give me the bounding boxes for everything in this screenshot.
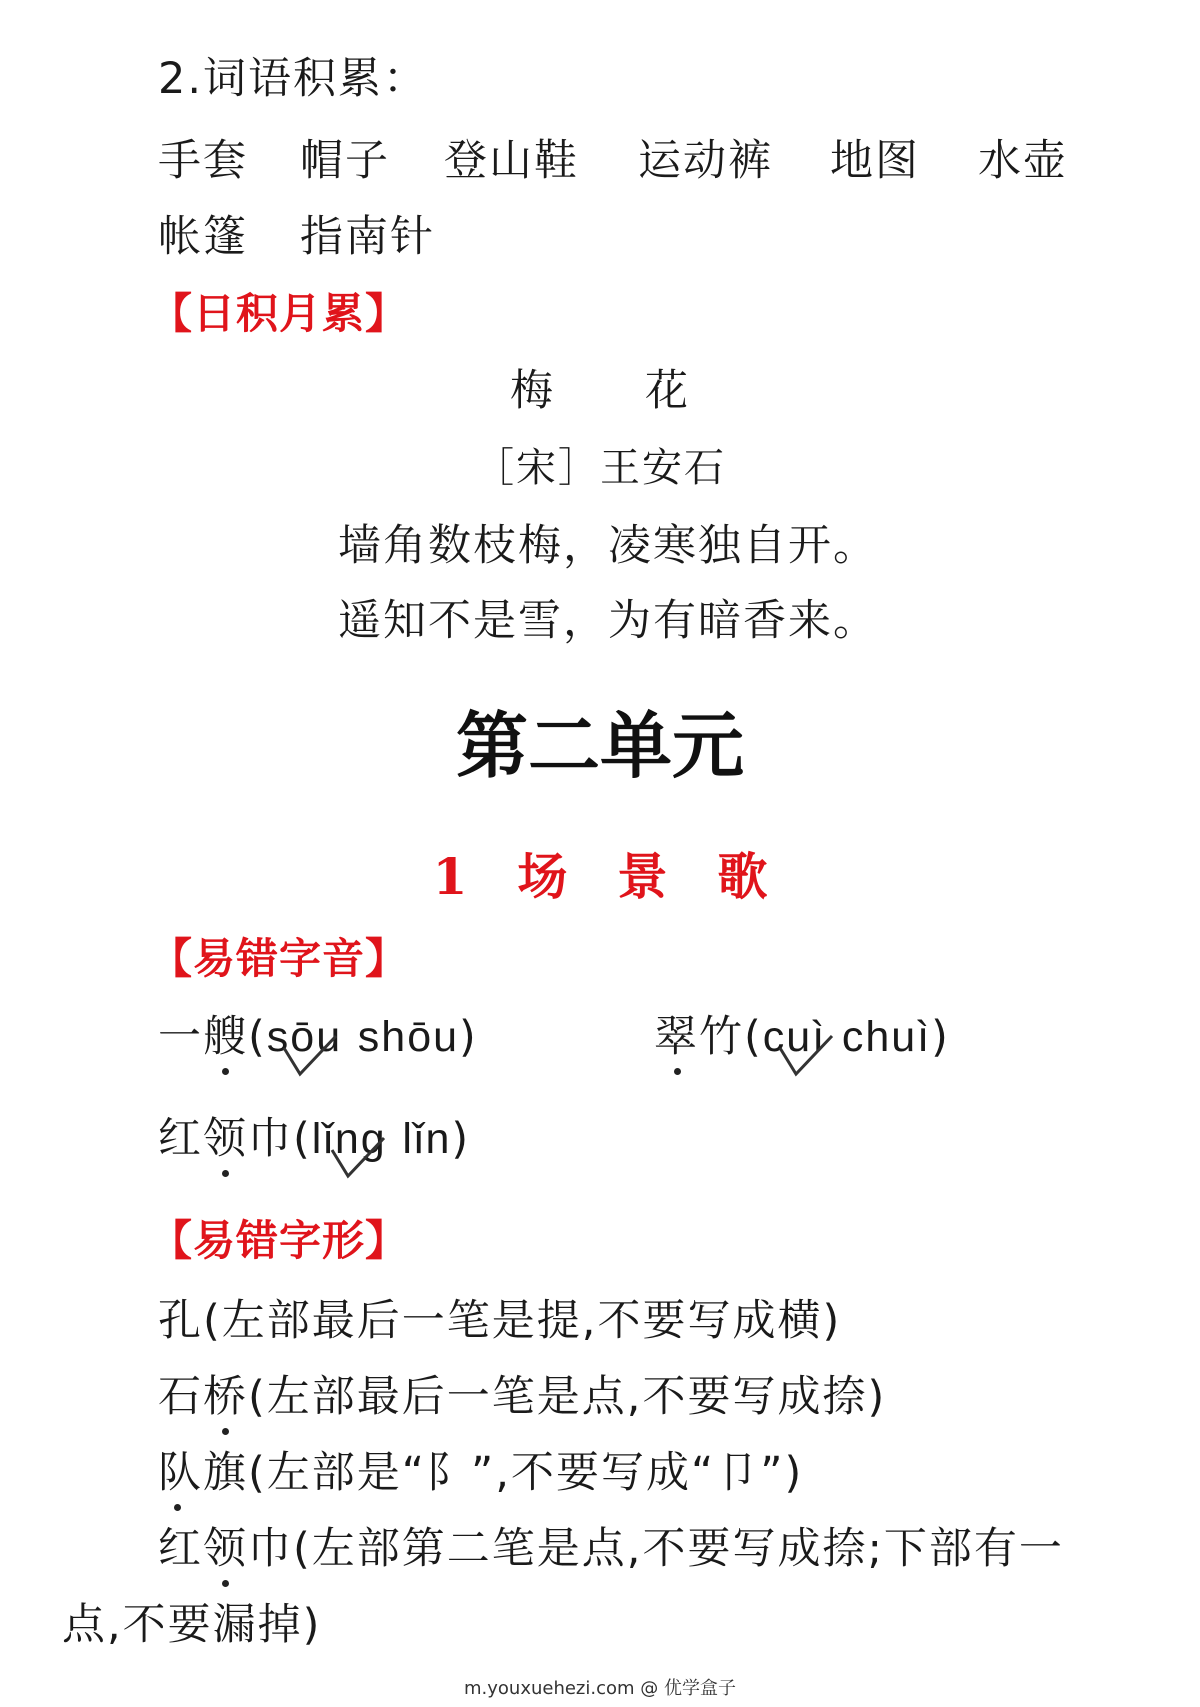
poem-title: 梅 花: [510, 366, 690, 416]
pronunciation-word: 红领巾: [158, 1114, 293, 1164]
form-line: 石桥(左部最后一笔是点,不要写成捺): [158, 1372, 887, 1422]
form-line: 红领巾(左部第二笔是点,不要写成捺;下部有一: [158, 1524, 1064, 1574]
lesson-number: 1: [432, 847, 468, 906]
poem-author: ［宋］王安石: [474, 445, 726, 491]
footer-watermark: m.youxuehezi.com @ 优学盒子: [463, 1678, 736, 1699]
pronunciation-item: 红领巾(lǐng lǐn): [158, 1114, 471, 1164]
vocab-word: 运动裤: [638, 136, 773, 186]
pronunciation-word: 一艘: [158, 1012, 248, 1062]
emphasis-dot: [222, 1428, 229, 1435]
checkmark-icon: [328, 1134, 388, 1182]
poem-line: 遥知不是雪，为有暗香来。: [338, 596, 878, 646]
vocab-word: 帐篷: [158, 212, 248, 262]
vocab-word: 指南针: [300, 212, 435, 262]
pinyin-option-correct: cuì: [762, 1013, 827, 1061]
pronunciation-word: 翠竹: [654, 1012, 744, 1062]
pronunciation-item: 一艘(sōu shōu): [158, 1012, 478, 1062]
emphasis-dot: [222, 1170, 229, 1177]
pronunciation-item: 翠竹(cuì chuì): [654, 1012, 950, 1062]
pronunciation-heading: 【易错字音】: [150, 934, 409, 983]
form-line: 孔(左部最后一笔是提,不要写成横): [158, 1296, 842, 1346]
checkmark-icon: [776, 1032, 836, 1080]
lesson-title: [0, 847, 1200, 906]
vocab-word: 手套: [158, 136, 248, 186]
vocab-word: 帽子: [300, 136, 390, 186]
form-heading: 【易错字形】: [150, 1216, 409, 1265]
emphasis-dot: [674, 1068, 681, 1075]
vocab-word: 水壶: [978, 136, 1068, 186]
pinyin-option: lǐn: [402, 1115, 452, 1163]
pinyin-option-correct: lǐng: [311, 1115, 387, 1163]
daily-heading: 【日积月累】: [150, 289, 409, 338]
vocab-word: 地图: [830, 136, 920, 186]
poem-line: 墙角数枝梅，凌寒独自开。: [338, 521, 878, 571]
form-line: 队旗(左部是“阝”,不要写成“卩”): [158, 1448, 804, 1498]
vocab-word: 登山鞋: [444, 136, 579, 186]
emphasis-dot: [222, 1068, 229, 1075]
pinyin-option-correct: sōu: [266, 1013, 343, 1061]
unit-title: 第二单元: [455, 704, 744, 788]
pinyin-option: shōu: [357, 1013, 460, 1061]
lesson-name: 场 景 歌: [517, 847, 768, 906]
emphasis-dot: [174, 1504, 181, 1511]
emphasis-dot: [222, 1580, 229, 1587]
pinyin-option: chuì: [841, 1013, 932, 1061]
form-line: 点,不要漏掉): [62, 1600, 322, 1650]
checkmark-icon: [280, 1032, 340, 1080]
vocab-heading: 2.词语积累：: [158, 54, 429, 104]
